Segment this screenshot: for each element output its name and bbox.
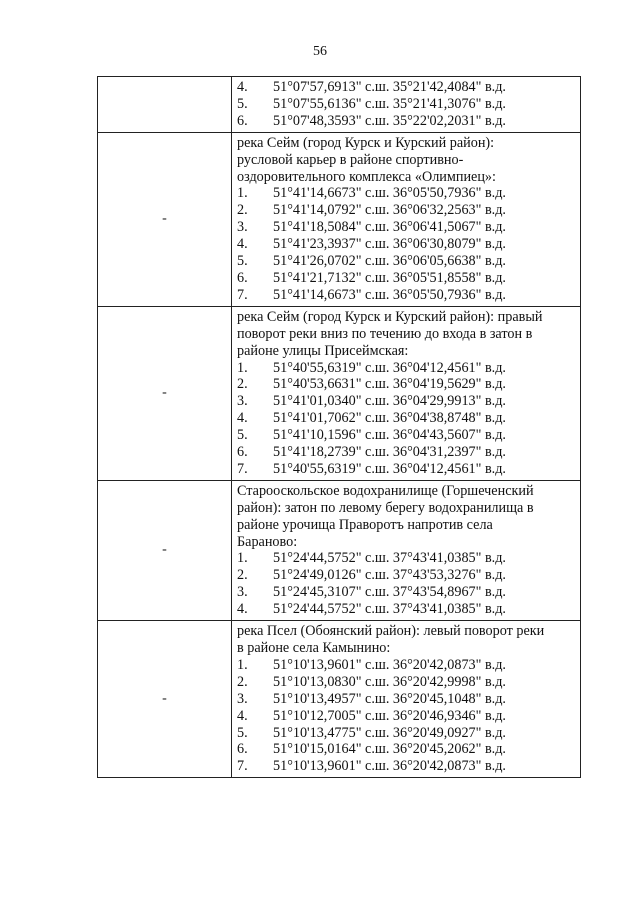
- coordinate-item: [237, 219, 574, 236]
- coordinate-number: 2.: [237, 673, 248, 690]
- coordinate-value: 51°41'14,6673" с.ш. 36°05'50,7936" в.д.: [273, 185, 506, 202]
- coordinate-value: 51°41'01,7062" с.ш. 36°04'38,8748" в.д.: [273, 410, 506, 427]
- coordinates-table: [97, 76, 581, 778]
- coordinate-number: 6.: [237, 112, 248, 129]
- coordinate-value: 51°10'15,0164" с.ш. 36°20'45,2062" в.д.: [273, 741, 506, 758]
- coordinate-number: 4.: [237, 410, 248, 427]
- coordinate-number: 5.: [237, 427, 248, 444]
- row-marker: -: [162, 384, 167, 400]
- table-row: [98, 621, 581, 778]
- coordinate-value: 51°41'14,6673" с.ш. 36°05'50,7936" в.д.: [273, 286, 506, 303]
- row-marker-cell: [98, 480, 232, 620]
- coordinate-item: [237, 236, 574, 253]
- coordinate-value: 51°10'13,4957" с.ш. 36°20'45,1048" в.д.: [273, 690, 506, 707]
- coordinate-number: 1.: [237, 185, 248, 202]
- coordinate-value: 51°10'13,9601" с.ш. 36°20'42,0873" в.д.: [273, 758, 506, 775]
- row-marker-cell: [98, 621, 232, 778]
- coordinate-item: [237, 725, 574, 742]
- coordinate-item: [237, 202, 574, 219]
- site-description-line: оздоровительного комплекса «Олимпиец»:: [237, 168, 496, 185]
- site-description-line: Старооскольское водохранилище (Горшеченский: [237, 482, 534, 499]
- coordinate-number: 3.: [237, 393, 248, 410]
- coordinate-value: 51°10'13,4775" с.ш. 36°20'49,0927" в.д.: [273, 724, 506, 741]
- row-marker-cell: [98, 132, 232, 306]
- coordinate-item: [237, 567, 574, 584]
- coordinate-number: 2.: [237, 376, 248, 393]
- coordinate-item: [237, 461, 574, 478]
- coordinate-item: [237, 674, 574, 691]
- coordinate-item: [237, 79, 574, 96]
- coordinate-value: 51°41'18,5084" с.ш. 36°06'41,5067" в.д.: [273, 219, 506, 236]
- coordinate-item: [237, 550, 574, 567]
- coordinate-item: [237, 758, 574, 775]
- coordinate-number: 3.: [237, 584, 248, 601]
- coordinate-number: 1.: [237, 359, 248, 376]
- coordinate-value: 51°41'14,0792" с.ш. 36°06'32,2563" в.д.: [273, 202, 506, 219]
- coordinate-item: [237, 376, 574, 393]
- table-body: [98, 77, 581, 778]
- row-content-cell: [232, 77, 581, 133]
- coordinate-number: 3.: [237, 219, 248, 236]
- coordinate-number: 1.: [237, 656, 248, 673]
- coordinate-value: 51°41'23,3937" с.ш. 36°06'30,8079" в.д.: [273, 236, 506, 253]
- coordinate-value: 51°10'13,9601" с.ш. 36°20'42,0873" в.д.: [273, 656, 506, 673]
- coordinate-value: 51°24'44,5752" с.ш. 37°43'41,0385" в.д.: [273, 550, 506, 567]
- row-marker: -: [162, 542, 167, 558]
- coordinate-value: 51°41'10,1596" с.ш. 36°04'43,5607" в.д.: [273, 427, 506, 444]
- coordinate-number: 5.: [237, 724, 248, 741]
- coordinate-value: 51°41'18,2739" с.ш. 36°04'31,2397" в.д.: [273, 444, 506, 461]
- site-description-line: река Псел (Обоянский район): левый поворот реки: [237, 623, 545, 640]
- row-content-cell: [232, 132, 581, 306]
- site-description-line: поворот реки вниз по течению до входа в затон в: [237, 325, 533, 342]
- coordinate-item: [237, 287, 574, 304]
- coordinate-value: 51°24'45,3107" с.ш. 37°43'54,8967" в.д.: [273, 584, 506, 601]
- coordinate-item: [237, 444, 574, 461]
- row-marker-cell: [98, 306, 232, 480]
- coordinate-number: 7.: [237, 460, 248, 477]
- row-content-cell: [232, 480, 581, 620]
- coordinate-value: 51°40'53,6631" с.ш. 36°04'19,5629" в.д.: [273, 376, 506, 393]
- site-description-line: районе улицы Присеймская:: [237, 342, 409, 359]
- coordinate-value: 51°10'13,0830" с.ш. 36°20'42,9998" в.д.: [273, 673, 506, 690]
- coordinate-number: 7.: [237, 286, 248, 303]
- coordinate-item: [237, 741, 574, 758]
- coordinate-item: [237, 270, 574, 287]
- coordinate-number: 4.: [237, 79, 248, 95]
- coordinate-value: 51°41'21,7132" с.ш. 36°05'51,8558" в.д.: [273, 269, 506, 286]
- site-description-line: русловой карьер в районе спортивно-: [237, 151, 464, 168]
- coordinate-number: 4.: [237, 601, 248, 618]
- coordinate-number: 7.: [237, 758, 248, 775]
- coordinate-item: [237, 427, 574, 444]
- table-row: [98, 132, 581, 306]
- coordinate-item: [237, 393, 574, 410]
- coordinate-value: 51°24'44,5752" с.ш. 37°43'41,0385" в.д.: [273, 601, 506, 618]
- site-description-line: река Сейм (город Курск и Курский район): правый: [237, 308, 543, 325]
- coordinate-value: 51°07'55,6136" с.ш. 35°21'41,3076" в.д.: [273, 95, 506, 112]
- coordinate-item: [237, 410, 574, 427]
- coordinate-item: [237, 253, 574, 270]
- coordinate-number: 4.: [237, 236, 248, 253]
- coordinate-item: [237, 657, 574, 674]
- site-description-line: река Сейм (город Курск и Курский район):: [237, 134, 495, 151]
- site-description-line: в районе села Камынино:: [237, 640, 391, 656]
- coordinate-number: 4.: [237, 707, 248, 724]
- coordinate-number: 2.: [237, 567, 248, 584]
- coordinate-item: [237, 96, 574, 113]
- coordinate-item: [237, 113, 574, 130]
- coordinate-item: [237, 601, 574, 618]
- coordinate-number: 5.: [237, 253, 248, 270]
- coordinate-value: 51°40'55,6319" с.ш. 36°04'12,4561" в.д.: [273, 359, 506, 376]
- coordinate-item: [237, 708, 574, 725]
- coordinate-value: 51°07'57,6913" с.ш. 35°21'42,4084" в.д.: [273, 79, 506, 95]
- coordinate-number: 2.: [237, 202, 248, 219]
- coordinate-number: 6.: [237, 741, 248, 758]
- coordinate-number: 6.: [237, 444, 248, 461]
- coordinate-item: [237, 691, 574, 708]
- coordinate-number: 6.: [237, 269, 248, 286]
- site-description-line: район): затон по левому берегу водохранилища в: [237, 499, 534, 516]
- coordinate-value: 51°41'01,0340" с.ш. 36°04'29,9913" в.д.: [273, 393, 506, 410]
- row-content-cell: [232, 306, 581, 480]
- coordinate-value: 51°41'26,0702" с.ш. 36°06'05,6638" в.д.: [273, 253, 506, 270]
- coordinate-item: [237, 185, 574, 202]
- coordinate-value: 51°07'48,3593" с.ш. 35°22'02,2031" в.д.: [273, 112, 506, 129]
- coordinate-item: [237, 360, 574, 377]
- row-marker-cell: [98, 77, 232, 133]
- coordinate-number: 5.: [237, 95, 248, 112]
- coordinate-value: 51°40'55,6319" с.ш. 36°04'12,4561" в.д.: [273, 460, 506, 477]
- table-row: [98, 480, 581, 620]
- coordinate-item: [237, 584, 574, 601]
- coordinate-number: 1.: [237, 550, 248, 567]
- site-description-line: Бараново:: [237, 533, 298, 550]
- table-row: [98, 306, 581, 480]
- coordinate-value: 51°24'49,0126" с.ш. 37°43'53,3276" в.д.: [273, 567, 506, 584]
- table-row: [98, 77, 581, 133]
- coordinate-value: 51°10'12,7005" с.ш. 36°20'46,9346" в.д.: [273, 707, 506, 724]
- page-number: 56: [313, 44, 327, 59]
- row-marker: -: [162, 210, 167, 226]
- coordinate-number: 3.: [237, 690, 248, 707]
- site-description-line: районе урочища Праворотъ напротив села: [237, 516, 493, 533]
- row-content-cell: [232, 621, 581, 778]
- row-marker: -: [162, 690, 167, 706]
